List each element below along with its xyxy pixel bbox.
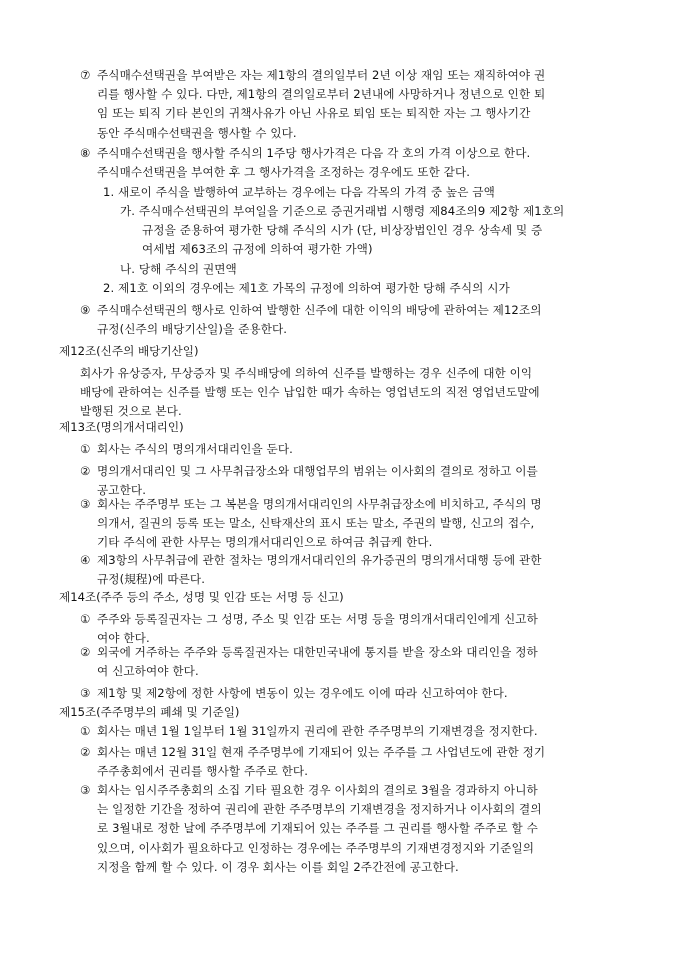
item-text: 여 신고하여야 한다. bbox=[97, 664, 199, 679]
article15-item-1 bbox=[80, 722, 538, 741]
item-marker: ① bbox=[80, 724, 91, 738]
item-text: 외국에 거주하는 주주와 등록질권자는 대한민국내에 통지를 받을 장소와 대리인을 정하 bbox=[97, 645, 538, 659]
item-text: 규정(신주의 배당기산일)을 준용한다. bbox=[97, 322, 288, 337]
item-marker: ⑦ bbox=[80, 68, 91, 82]
item-marker: ④ bbox=[80, 553, 91, 567]
item-text: 주식매수선택권의 행사로 인하여 발행한 신주에 대한 이익의 배당에 관하여는 제12조의 bbox=[97, 303, 542, 317]
item-text: 있으며, 이사회가 필요하다고 인정하는 경우에는 주주명부의 기재변경정지와 기준일의 bbox=[97, 840, 535, 855]
article13-item-1 bbox=[80, 440, 293, 459]
item-text: 주주총회에서 권리를 행사할 주주로 한다. bbox=[97, 764, 309, 779]
sub-clause-1-na bbox=[120, 260, 237, 279]
article14-item-2 bbox=[80, 643, 538, 681]
item-text: 회사는 매년 1월 1일부터 1월 31일까지 권리에 관한 주주명부의 기재변경을 정지한다. bbox=[97, 724, 538, 738]
item-text: 제3항의 사무취급에 관한 절차는 명의개서대리인의 유가증권의 명의개서대행 등에 관한 bbox=[97, 553, 542, 567]
sub-clause-text: 2. 제1호 이외의 경우에는 제1호 가목의 규정에 의하여 평가한 당해 주식의 시가 bbox=[103, 281, 510, 295]
article11-item-9 bbox=[80, 301, 542, 339]
item-text: 주식매수선택권을 부여받은 자는 제1항의 결의일부터 2년 이상 재임 또는 재직하여야 권 bbox=[97, 68, 546, 82]
item-marker: ② bbox=[80, 745, 91, 759]
item-marker: ⑧ bbox=[80, 146, 91, 160]
sub-item-text: 여세법 제63조의 규정에 의하여 평가한 가액) bbox=[142, 242, 373, 257]
item-text: 회사는 주주명부 또는 그 복본을 명의개서대리인의 사무취급장소에 비치하고, 주식의 명 bbox=[97, 497, 542, 511]
article15-item-2 bbox=[80, 743, 545, 781]
item-text: 의개서, 질권의 등록 또는 말소, 신탁재산의 표시 또는 말소, 주권의 발행, 신고의 접수, bbox=[97, 516, 535, 531]
item-marker: ③ bbox=[80, 686, 91, 700]
sub-item-text: 가. 주식매수선택권의 부여일을 기준으로 증권거래법 시행령 제84조의9 제2항 제1호의 bbox=[120, 204, 565, 218]
sub-clause-1 bbox=[103, 183, 495, 202]
article15-item-3 bbox=[80, 781, 542, 877]
item-text: 규정(規程)에 따른다. bbox=[97, 572, 206, 587]
item-text: 제1항 및 제2항에 정한 사항에 변동이 있는 경우에도 이에 따라 신고하여야 한다. bbox=[97, 686, 508, 700]
article12-title: 제12조(신주의 배당기산일) bbox=[59, 344, 199, 358]
item-marker: ① bbox=[80, 442, 91, 456]
sub-item-text: 나. 당해 주식의 권면액 bbox=[120, 262, 237, 276]
sub-clause-text: 1. 새로이 주식을 발행하여 교부하는 경우에는 다음 각목의 가격 중 높은 금액 bbox=[103, 185, 495, 199]
body-text: 발행된 것으로 본다. bbox=[80, 404, 182, 419]
article13-item-4 bbox=[80, 551, 542, 589]
item-text: 주식매수선택권을 행사할 주식의 1주당 행사가격은 다음 각 호의 가격 이상으로 한다. bbox=[97, 146, 531, 160]
item-text: 동안 주식매수선택권을 행사할 수 있다. bbox=[97, 125, 297, 140]
item-text: 여야 한다. bbox=[97, 631, 150, 646]
article11-item-7 bbox=[80, 66, 545, 143]
item-marker: ② bbox=[80, 464, 91, 478]
article13-title: 제13조(명의개서대리인) bbox=[59, 420, 184, 434]
article11-item-8 bbox=[80, 144, 530, 182]
item-text: 주식매수선택권을 부여한 후 그 행사가격을 조정하는 경우에도 또한 같다. bbox=[97, 165, 471, 180]
item-text: 임 또는 퇴직 기타 본인의 귀책사유가 아닌 사유로 퇴임 또는 퇴직한 자는 그 행사기간 bbox=[97, 106, 531, 121]
item-text: 공고한다. bbox=[97, 483, 146, 498]
item-text: 회사는 주식의 명의개서대리인을 둔다. bbox=[97, 442, 293, 456]
sub-item-text: 규정을 준용하여 평가한 당해 주식의 시가 (단, 비상장법인인 경우 상속세 및 증 bbox=[142, 223, 543, 238]
item-text: 로 3월내로 정한 날에 주주명부에 기재되어 있는 주주를 그 권리를 행사할 주주로 할 수 bbox=[97, 821, 538, 836]
body-text: 회사가 유상증자, 무상증자 및 주식배당에 의하여 신주를 발행하는 경우 신주에 대한 이익 bbox=[80, 366, 533, 380]
item-text: 지정을 함께 할 수 있다. 이 경우 회사는 이를 회일 2주간전에 공고한다. bbox=[97, 859, 459, 874]
item-text: 주주와 등록질권자는 그 성명, 주소 및 인감 또는 서명 등을 명의개서대리인에게 신고하 bbox=[97, 612, 538, 626]
item-marker: ② bbox=[80, 645, 91, 659]
body-text: 배당에 관하여는 신주를 발행 또는 인수 납입한 때가 속하는 영업년도의 직전 영업년도말에 bbox=[80, 385, 540, 400]
sub-clause-2 bbox=[103, 279, 510, 298]
item-text: 회사는 임시주주총회의 소집 기타 필요한 경우 이사회의 결의로 3월을 경과하지 아니하 bbox=[97, 783, 538, 797]
item-text: 기타 주식에 관한 사무는 명의개서대리인으로 하여금 취급케 한다. bbox=[97, 535, 433, 550]
item-text: 는 일정한 기간을 정하여 권리에 관한 주주명부의 기재변경을 정지하거나 이사회의 결의 bbox=[97, 802, 542, 817]
item-marker: ③ bbox=[80, 497, 91, 511]
article12-body bbox=[80, 364, 540, 422]
item-marker: ⑨ bbox=[80, 303, 91, 317]
article14-title: 제14조(주주 등의 주소, 성명 및 인감 또는 서명 등 신고) bbox=[59, 590, 344, 604]
item-text: 리를 행사할 수 있다. 다만, 제1항의 결의일로부터 2년내에 사망하거나 정년으로 인한 퇴 bbox=[97, 87, 546, 102]
item-text: 회사는 매년 12월 31일 현재 주주명부에 기재되어 있는 주주를 그 사업년도에 관한 정기 bbox=[97, 745, 546, 759]
article13-item-3 bbox=[80, 495, 542, 553]
item-marker: ③ bbox=[80, 783, 91, 797]
item-text: 명의개서대리인 및 그 사무취급장소와 대행업무의 범위는 이사회의 결의로 정하고 이를 bbox=[97, 464, 538, 478]
article14-item-3 bbox=[80, 684, 508, 703]
sub-clause-1-ga bbox=[120, 202, 564, 260]
item-marker: ① bbox=[80, 612, 91, 626]
article15-title: 제15조(주주명부의 폐쇄 및 기준일) bbox=[59, 705, 240, 719]
